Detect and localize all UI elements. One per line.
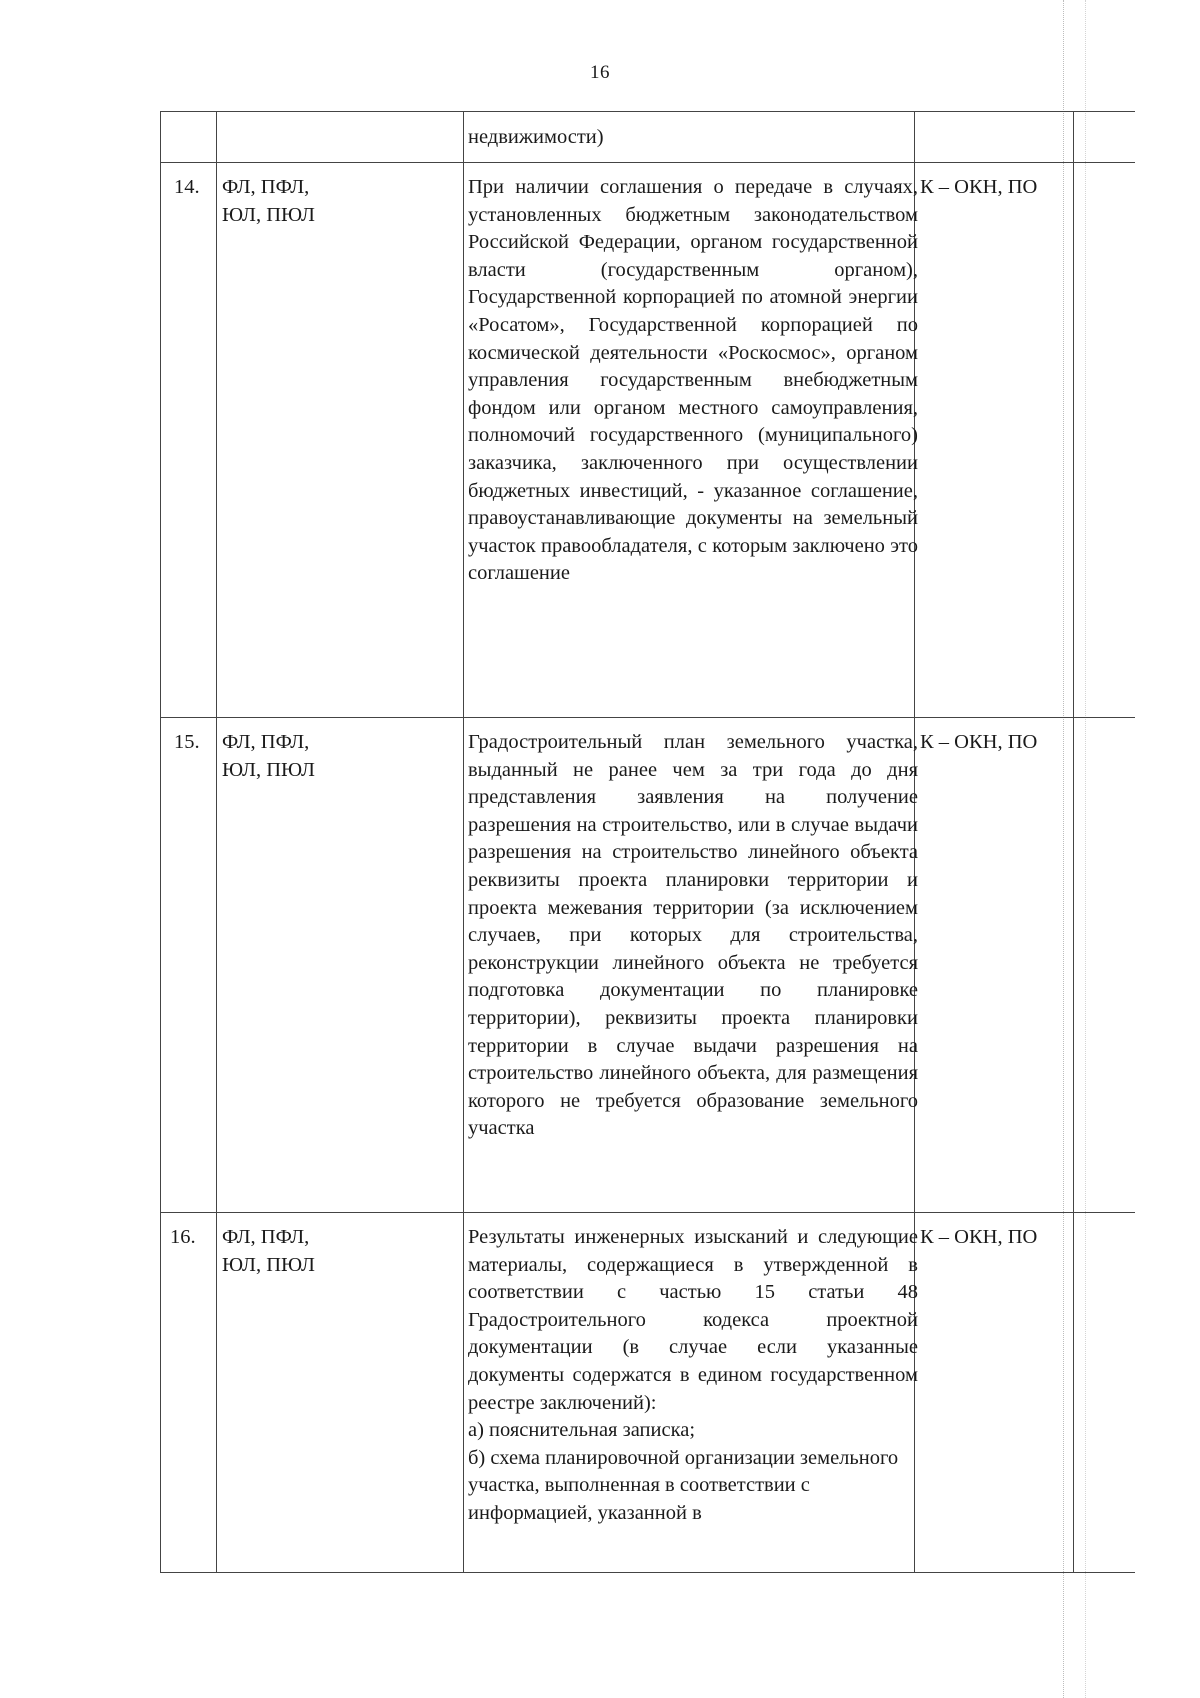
subjects-line: ФЛ, ПФЛ,: [222, 176, 310, 198]
subjects-line: ЮЛ, ПЮЛ: [222, 1253, 315, 1276]
description-paragraph: Градостроительный план земельного участка, выданный не ранее чем за три года до дня представления заявления на получение разрешения на строительство, или в случае выдачи разрешения на строительство линейного объекта реквизиты проекта планировки территории и проекта межевания территории (за исключением случаев, при которых для строительства, реконструкции линейного объекта не требуется подготовка документации по планировке территории), реквизиты проекта планировки территории в случае выдачи разрешения на строительство линейного объекта, для размещения которого не требуется образование земельного участка: [468, 731, 918, 1140]
page-number: 16: [590, 62, 610, 83]
table-rule: [160, 111, 1135, 112]
requirements-table: [160, 111, 1135, 1572]
description-paragraph: Результаты инженерных изысканий и следующие материалы, содержащиеся в утвержденной в соответствии с частью 15 статьи 48 Градостроительного кодекса проектной документации (в случае если указанные документы содержатся в едином государственном реестре заключений):: [468, 1226, 918, 1414]
row-subjects: [222, 174, 462, 229]
table-rule: [160, 111, 161, 1572]
table-rule: [216, 111, 217, 1572]
table-rule: [463, 111, 464, 1572]
row-system: К – ОКН, ПО: [920, 731, 1038, 753]
row-description: [468, 174, 918, 588]
row-system: К – ОКН, ПО: [920, 1226, 1038, 1248]
table-rule: [160, 1212, 1135, 1213]
row-subjects: [222, 729, 462, 784]
description-paragraph: б) схема планировочной организации земельного участка, выполненная в соответствии с информацией, указанной в: [468, 1446, 899, 1524]
table-rule: [1073, 111, 1074, 1572]
row-number: 15.: [174, 731, 200, 753]
subjects-line: ФЛ, ПФЛ,: [222, 1226, 310, 1248]
table-rule: [160, 162, 1135, 163]
table-rule: [160, 717, 1135, 718]
table-rule: [160, 1572, 1135, 1573]
row-description: [468, 1224, 918, 1528]
row-subjects: [222, 1224, 462, 1279]
row-description: [468, 729, 918, 1143]
subjects-line: ЮЛ, ПЮЛ: [222, 758, 315, 781]
row-number: 16.: [170, 1226, 196, 1248]
row-number: 14.: [174, 176, 200, 198]
subjects-line: ФЛ, ПФЛ,: [222, 731, 310, 753]
subjects-line: ЮЛ, ПЮЛ: [222, 203, 315, 226]
description-paragraph: При наличии соглашения о передаче в случаях, установленных бюджетным законодательством Российской Федерации, органом государственной власти (государственным органом), Государственной корпорацией по атомной энергии «Росатом», Государственной корпорацией по космической деятельности «Роскосмос», органом управления государственным внебюджетным фондом или органом местного самоуправления, полномочий государственного (муниципального) заказчика, заключенного при осуществлении бюджетных инвестиций, - указанное соглашение, правоустанавливающие документы на земельный участок правообладателя, с которым заключено это соглашение: [468, 176, 918, 585]
row-system: К – ОКН, ПО: [920, 176, 1038, 198]
description-paragraph: а) пояснительная записка;: [468, 1419, 696, 1442]
continuation-text: недвижимости): [468, 126, 604, 148]
